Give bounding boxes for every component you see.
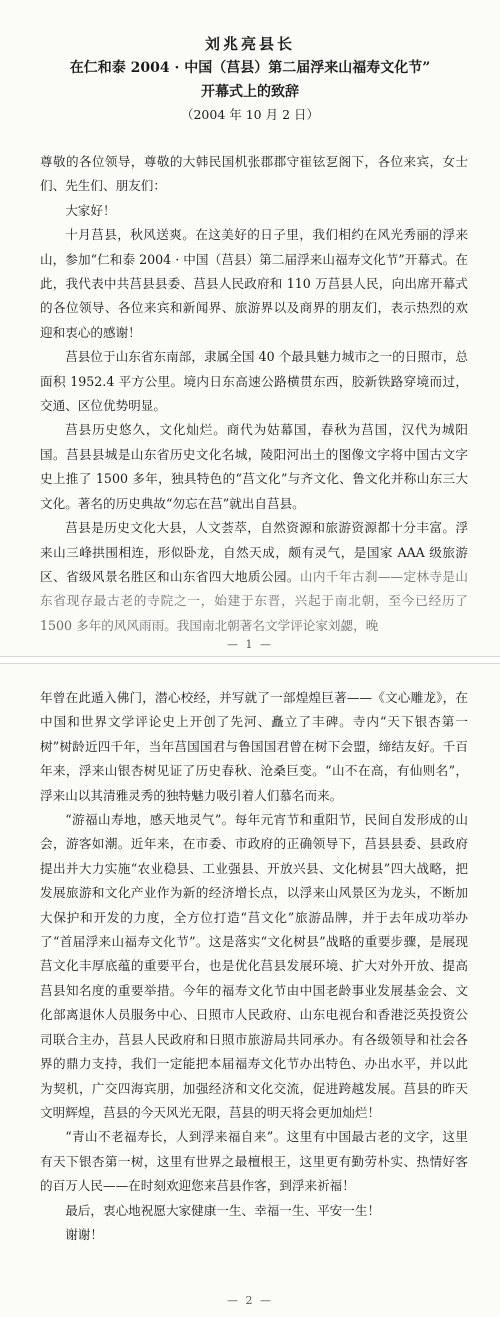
greeting-paragraph: 尊敬的各位领导，尊敬的大韩民国机张郡郡守崔铉乭阁下，各位来宾，女士们、先生们、朋友们：	[40, 154, 468, 194]
speech-subtitle-line-2: 开幕式上的致辞	[201, 84, 299, 100]
speech-subtitle-line-1: 在仁和泰 2004 · 中国（莒县）第二届浮来山福寿文化节”	[69, 60, 431, 76]
document-page-2	[0, 664, 500, 1317]
resources-text: 莒县是历史文化大县，人文荟萃，自然资源和旅游资源都十分丰富。浮来山三峰拱围相连，形似卧龙，自然天成，颇有灵气，是国家 AAA 级旅游区、省级风景名胜区和山东省四大地质公园。	[40, 520, 468, 584]
speech-body-page-2	[40, 686, 468, 1247]
invitation-paragraph: “青山不老福寿长，人到浮来福自来”。这里有中国最古老的文字，这里有天下银杏第一树，这里有世界之最檀根王，这里更有勤劳朴实、热情好客的百万人民——在时刻欢迎您来莒县作客，到浮来祈福！	[40, 1129, 468, 1194]
festival-paragraph: “游福山寿地，感天地灵气”。每年元宵节和重阳节，民间自发形成的山会，游客如潮。近年来，在市委、市政府的正确领导下，莒县县委、县政府提出并大力实施“农业稳县、工业强县、开放兴县、文化树县”四大战略，把发展旅游和文化产业作为新的经济增长点，以浮来山风景区为龙头，不断加大保护和开发的力度，全方位打造“莒文化”旅游品牌，并于去年成功举办了“首届浮来山福寿文化节”。这是落实“文化树县”战略的重要步骤，是展现莒文化丰厚底蕴的重要平台，也是优化莒县发展环境、扩大对外开放、提高莒县知名度的重要举措。今年的福寿文化节由中国老龄事业发展基金会、文化部离退休人员服务中心、日照市人民政府、山东电视台和香港泛英投资公司联合主办，莒县人民政府和日照市旅游局共同承办。有各级领导和社会各界的鼎力支持，我们一定能把本届福寿文化节办出特色、办出水平，并以此为契机，广交四海宾朋，加强经济和文化交流，促进跨越发展。莒县的昨天文明辉煌，莒县的今天风光无限，莒县的明天将会更加灿烂！	[40, 812, 468, 1120]
temple-continuation-paragraph: 年曾在此遁入佛门，潜心校经，并写就了一部煌煌巨著——《文心雕龙》，在中国和世界文学评论史上开创了先河、矗立了丰碑。寺内“天下银杏第一树”树龄近四千年，当年莒国国君与鲁国国君曾在树下会盟，缔结友好。千百年来，浮来山银杏树见证了历史春秋、沧桑巨变。“山不在高，有仙则名”，浮来山以其清雅灵秀的独特魅力吸引着人们慕名而来。	[40, 690, 468, 803]
salutation-paragraph: 大家好！	[65, 202, 116, 218]
page-number-2: — 2 —	[227, 1294, 273, 1307]
document-page-1	[0, 0, 500, 656]
thanks-paragraph: 谢谢！	[65, 1226, 103, 1242]
speech-body-page-1	[40, 150, 468, 638]
resources-paragraph	[40, 516, 468, 638]
page-divider	[0, 656, 500, 664]
resources-text-faded: 山内千年古刹——定林寺是山东省现存最古老的寺院之一，始建于东晋，兴起于南北朝，至今已经历了 1500 多年的风风雨雨。我国南北朝著名文学评论家刘勰，晚	[40, 568, 469, 633]
history-paragraph: 莒县历史悠久，文化灿烂。商代为姑幕国，春秋为莒国，汉代为城阳国。莒县县城是山东省历史文化名城，陵阳河出土的图像文字将中国古文字史上推了 1500 多年，独具特色的“莒文化”与齐文化、鲁文化并称山东三大文化。著名的历史典故“勿忘在莒”就出自莒县。	[40, 422, 468, 511]
speech-date: （2004 年 10 月 2 日）	[180, 107, 320, 122]
location-paragraph: 莒县位于山东省东南部，隶属全国 40 个最具魅力城市之一的日照市，总面积 1952.4 平方公里。境内日东高速公路横贯东西，胶新铁路穿境而过，交通、区位优势明显。	[40, 349, 468, 414]
speech-author-title: 刘兆亮县长	[204, 35, 295, 53]
page-number-1: — 1 —	[227, 638, 273, 651]
welcome-paragraph: 十月莒县，秋风送爽。在这美好的日子里，我们相约在风光秀丽的浮来山，参加“仁和泰 2004 · 中国（莒县）第二届浮来山福寿文化节”开幕式。在此，我代表中共莒县县委、莒县人民政府和 110 万莒县人民，向出席开幕式的各位领导、各位来宾和新闻界、旅游界以及商界的朋友们，表示热烈的欢迎和衷心的感谢！	[40, 227, 468, 340]
wishes-paragraph: 最后，衷心地祝愿大家健康一生、幸福一生、平安一生！	[65, 1202, 381, 1218]
